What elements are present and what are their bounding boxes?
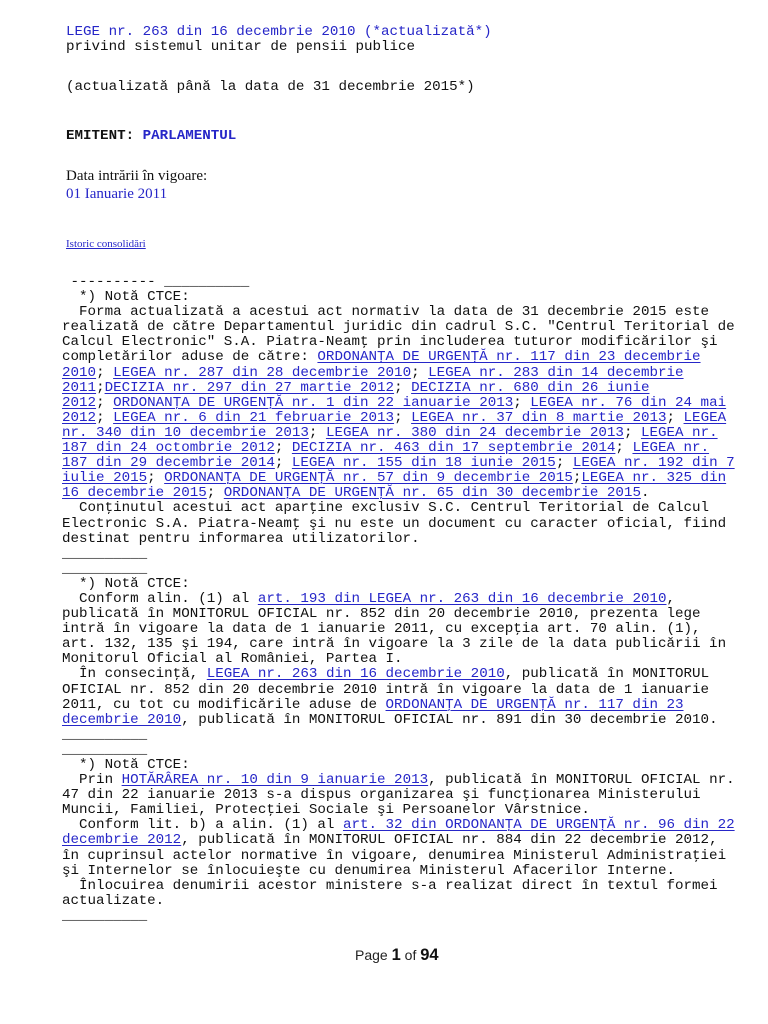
text-line <box>62 486 735 501</box>
body-text: ; <box>96 364 114 381</box>
body-text: ; <box>96 394 114 411</box>
body-text: 2011, cu tot cu modificările aduse de <box>62 696 386 713</box>
body-text: Calcul Electronic" S.A. Piatra-Neamţ prin includerea tuturor modificărilor şi <box>62 334 718 351</box>
law-reference-link[interactable]: LEGEA nr. 76 din 24 mai <box>530 394 727 411</box>
text-line <box>62 849 735 864</box>
separator-rule: __________ <box>62 560 148 577</box>
body-text: ; <box>274 455 292 472</box>
law-reference-link[interactable]: 2012 <box>62 394 97 411</box>
body-text: . <box>640 485 650 502</box>
law-reference-link[interactable]: 2012 <box>62 409 97 426</box>
body-text: Înlocuirea denumirii acestor ministere s-a realizat direct în textul formei <box>62 877 718 894</box>
body-text: ; <box>394 409 412 426</box>
separator-line <box>62 743 735 758</box>
text-line <box>62 773 735 788</box>
law-reference-link[interactable]: 187 din 29 decembrie 2014 <box>62 455 275 472</box>
text-line <box>62 864 735 879</box>
law-reference-link[interactable]: LEGEA <box>683 409 727 426</box>
text-line <box>62 607 735 622</box>
body-text: completărilor aduse de către: <box>62 349 318 366</box>
body-text: ; <box>411 364 429 381</box>
law-title: LEGE nr. 263 din 16 decembrie 2010 (*actualizată*) <box>66 24 492 40</box>
law-reference-link[interactable]: LEGEA nr. 37 din 8 martie 2013 <box>411 409 667 426</box>
body-text: ; <box>666 409 684 426</box>
text-line <box>62 788 735 803</box>
law-reference-link[interactable]: nr. 340 din 10 decembrie 2013 <box>62 424 309 441</box>
text-line <box>62 426 735 441</box>
body-text: *) Notă CTCE: <box>62 289 190 306</box>
total-pages-number: 94 <box>420 946 439 964</box>
body-text: intră în vigoare la data de 1 ianuarie 2011, cu excepţia art. 70 alin. (1), <box>62 621 701 638</box>
law-reference-link[interactable]: iulie 2015 <box>62 470 148 487</box>
body-text: destinat pentru informarea utilizatorilor. <box>62 530 420 547</box>
law-reference-link[interactable]: 16 decembrie 2015 <box>62 485 207 502</box>
law-reference-link[interactable]: LEGEA nr. 287 din 28 decembrie 2010 <box>113 364 412 381</box>
text-line <box>62 320 735 335</box>
body-text: Muncii, Familiei, Protecţiei Sociale şi Persoanelor Vârstnice. <box>62 802 590 819</box>
text-line <box>62 381 735 396</box>
separator-line <box>62 909 735 924</box>
body-text: 47 din 22 ianuarie 2013 s-a dispus organizarea şi funcţionarea Ministerului <box>62 787 701 804</box>
law-reference-link[interactable]: ORDONANŢA DE URGENŢĂ nr. 1 din 22 ianuarie 2013 <box>113 394 514 411</box>
text-line <box>62 350 735 365</box>
law-reference-link[interactable]: LEGEA nr. 263 din 16 decembrie 2010 <box>206 666 505 683</box>
text-line <box>62 501 735 516</box>
law-reference-link[interactable]: 2011 <box>62 379 97 396</box>
text-line <box>62 305 735 320</box>
body-text: ; <box>623 424 641 441</box>
text-line <box>62 456 735 471</box>
text-line <box>62 366 735 381</box>
text-line <box>62 833 735 848</box>
body-text: publicată în MONITORUL OFICIAL nr. 852 din 20 decembrie 2010, prezenta lege <box>62 606 701 623</box>
effective-date-value: 01 Ianuarie 2011 <box>66 186 168 202</box>
issuer-link[interactable]: PARLAMENTUL <box>142 128 237 144</box>
text-line <box>62 818 735 833</box>
text-line <box>62 532 735 547</box>
body-text: ; <box>513 394 531 411</box>
body-text: , <box>666 590 676 607</box>
current-page-number: 1 <box>391 946 401 964</box>
law-reference-link[interactable]: LEGEA nr. 283 din 14 decembrie <box>428 364 684 381</box>
document-body <box>62 275 735 924</box>
page-of-label: of <box>404 947 417 963</box>
body-text: Prin <box>62 772 122 789</box>
separator-line <box>62 547 735 562</box>
body-text: , publicată în MONITORUL <box>504 666 710 683</box>
body-text: şi Internelor se înlocuieşte cu denumirea Ministerul Afacerilor Interne. <box>62 862 675 879</box>
text-line <box>62 667 735 682</box>
body-text: ; <box>147 470 165 487</box>
effective-date-label: Data intrării în vigoare: <box>66 168 208 184</box>
body-text: Conform alin. (1) al <box>62 590 258 607</box>
law-reference-link[interactable]: art. 193 din LEGEA nr. 263 din 16 decembrie 2010 <box>257 590 667 607</box>
body-text: ; <box>274 440 292 457</box>
law-reference-link[interactable]: decembrie 2012 <box>62 832 182 849</box>
text-line <box>62 592 735 607</box>
page-label: Page <box>355 947 388 963</box>
law-reference-link[interactable]: ORDONANŢA DE URGENŢĂ nr. 57 din 9 decembrie 2015 <box>164 470 573 487</box>
body-text: ; <box>206 485 224 502</box>
law-reference-link[interactable]: DECIZIA nr. 680 din 26 iunie <box>411 379 650 396</box>
body-text: *) Notă CTCE: <box>62 575 190 592</box>
body-text: ; <box>96 379 105 396</box>
law-reference-link[interactable]: 187 din 24 octombrie 2012 <box>62 440 275 457</box>
law-reference-link[interactable]: ORDONANŢA DE URGENŢĂ nr. 65 din 30 decembrie 2015 <box>223 485 641 502</box>
law-reference-link[interactable]: 2010 <box>62 364 97 381</box>
page-indicator <box>355 944 439 966</box>
body-text: *) Notă CTCE: <box>62 757 190 773</box>
text-line <box>62 622 735 637</box>
body-text: , publicată în MONITORUL OFICIAL nr. 884 din 22 decembrie 2012, <box>181 832 718 849</box>
law-reference-link[interactable]: LEGEA nr. 325 din <box>581 470 727 487</box>
law-reference-link[interactable]: LEGEA nr. 155 din 18 iunie 2015 <box>291 455 556 472</box>
body-text: art. 132, 135 şi 194, care intră în vigoare la 3 zile de la data publicării în <box>62 636 727 653</box>
separator-line <box>62 562 735 577</box>
law-reference-link[interactable]: DECIZIA nr. 463 din 17 septembrie 2014 <box>291 440 616 457</box>
note-heading <box>62 758 735 773</box>
body-text: ; <box>96 409 114 426</box>
text-line <box>62 713 735 728</box>
text-line <box>62 879 735 894</box>
body-text: În consecinţă, <box>62 666 207 683</box>
text-line <box>62 637 735 652</box>
law-reference-link[interactable]: LEGEA nr. 192 din 7 <box>572 455 735 472</box>
note-heading <box>62 290 735 305</box>
issuer-line <box>66 129 236 144</box>
law-reference-link[interactable]: LEGEA nr. 6 din 21 februarie 2013 <box>113 409 395 426</box>
body-text: Forma actualizată a acestui act normativ la data de 31 decembrie 2015 este <box>62 304 710 321</box>
body-text: ; <box>572 470 582 487</box>
body-text: ; <box>615 440 633 457</box>
law-reference-link[interactable]: LEGEA nr. <box>632 440 710 457</box>
body-text: realizată de către Departamentul juridic din cadrul S.C. "Centrul Teritorial de <box>62 319 735 336</box>
body-text: Monitorul Oficial al României, Partea I. <box>62 651 403 668</box>
body-text: , publicată în MONITORUL OFICIAL nr. 891 din 30 decembrie 2010. <box>181 711 718 728</box>
body-text: actualizate. <box>62 892 165 909</box>
separator-rule: __________ <box>62 741 148 758</box>
separator-rule: __________ <box>62 907 148 924</box>
text-line <box>62 411 735 426</box>
law-reference-link[interactable]: ORDONANŢA DE URGENŢĂ nr. 117 din 23 <box>385 696 684 713</box>
consolidation-history-link[interactable]: Istoric consolidări <box>66 238 146 250</box>
law-reference-link[interactable]: DECIZIA nr. 297 din 27 martie 2012 <box>104 379 395 396</box>
body-text: , publicată în MONITORUL OFICIAL nr. <box>428 772 735 789</box>
text-line <box>62 441 735 456</box>
text-line <box>62 894 735 909</box>
body-text: ; <box>308 424 326 441</box>
law-reference-link[interactable]: LEGEA nr. <box>640 424 718 441</box>
body-text: Conform lit. b) a alin. (1) al <box>62 817 343 834</box>
issuer-label: EMITENT: <box>66 128 135 144</box>
body-text: în cuprinsul actelor normative în vigoare, denumirea Ministerul Administraţiei <box>62 847 727 864</box>
update-note: (actualizată până la data de 31 decembrie 2015*) <box>66 79 475 95</box>
law-subtitle: privind sistemul unitar de pensii publice <box>66 39 416 55</box>
text-line <box>62 517 735 532</box>
law-reference-link[interactable]: decembrie 2010 <box>62 711 182 728</box>
separator-rule: __________ <box>62 726 148 743</box>
separator-line <box>62 275 735 290</box>
text-line <box>62 396 735 411</box>
text-line <box>62 698 735 713</box>
note-heading <box>62 577 735 592</box>
separator-rule: ---------- __________ <box>62 274 250 290</box>
body-text: ; <box>555 455 573 472</box>
law-reference-link[interactable]: HOTĂRÂREA nr. 10 din 9 ianuarie 2013 <box>121 772 429 789</box>
body-text: Electronic S.A. Piatra-Neamţ şi nu este un document cu caracter oficial, fiind <box>62 515 727 532</box>
law-reference-link[interactable]: ORDONANŢA DE URGENŢĂ nr. 117 din 23 decembrie <box>317 349 701 366</box>
separator-rule: __________ <box>62 545 148 562</box>
body-text: ; <box>394 379 412 396</box>
body-text: OFICIAL nr. 852 din 20 decembrie 2010 intră în vigoare la data de 1 ianuarie <box>62 681 710 698</box>
body-text: Conţinutul acestui act aparţine exclusiv S.C. Centrul Teritorial de Calcul <box>62 500 710 517</box>
text-line <box>62 683 735 698</box>
law-reference-link[interactable]: LEGEA nr. 380 din 24 decembrie 2013 <box>325 424 624 441</box>
law-reference-link[interactable]: art. 32 din ORDONANŢA DE URGENŢĂ nr. 96 din 22 <box>342 817 735 834</box>
separator-line <box>62 728 735 743</box>
